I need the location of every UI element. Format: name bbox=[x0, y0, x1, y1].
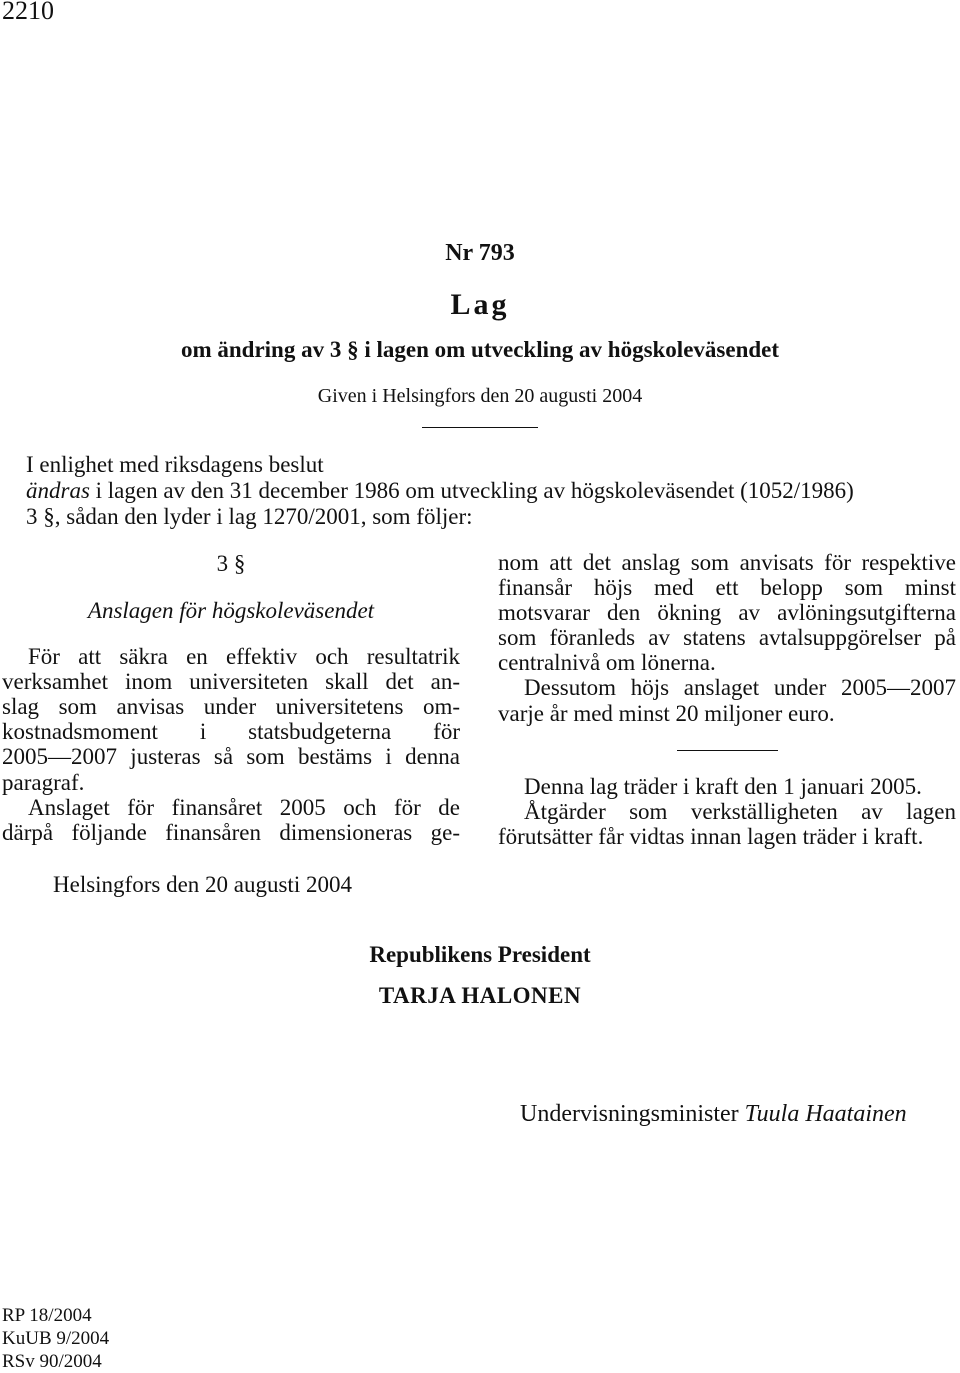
minister-name: Tuula Haatainen bbox=[744, 1101, 907, 1127]
section-number: 3 § bbox=[216, 551, 246, 576]
preamble-line bbox=[26, 478, 854, 504]
divider bbox=[677, 750, 778, 751]
page-number: 2210 bbox=[2, 0, 54, 25]
law-title: om ändring av 3 § i lagen om utveckling av högskoleväsendet bbox=[180, 337, 780, 362]
body-line: paragraf. bbox=[2, 769, 85, 795]
body-line: motsvarar den ökning av avlöningsutgifterna bbox=[498, 600, 956, 626]
minister-signature bbox=[520, 1101, 907, 1128]
amend-verb: ändras bbox=[26, 478, 90, 503]
body-line: slag som anvisas under universitetens om- bbox=[2, 694, 460, 720]
reference-list bbox=[2, 1304, 109, 1373]
body-line: som föranleds av statens avtalsuppgörelser på bbox=[498, 625, 956, 651]
body-line: nom att det anslag som anvisats för respektive bbox=[498, 550, 956, 575]
reference-item: RSv 90/2004 bbox=[2, 1351, 102, 1372]
preamble-line: 3 §, sådan den lyder i lag 1270/2001, som följer: bbox=[26, 504, 473, 529]
body-line: 2005—2007 justeras så som bestäms i denna bbox=[2, 744, 460, 770]
body-line: därpå följande finansåren dimensioneras ge- bbox=[2, 819, 460, 845]
place-date: Helsingfors den 20 augusti 2004 bbox=[53, 872, 352, 897]
entry-into-force-line: förutsätter får vidtas innan lagen träder i kraft. bbox=[498, 823, 924, 849]
right-column bbox=[498, 550, 956, 849]
reference-item: KuUB 9/2004 bbox=[2, 1328, 110, 1349]
body-line: finansår höjs med ett belopp som minst bbox=[498, 575, 956, 601]
body-line: Dessutom höjs anslaget under 2005—2007 bbox=[524, 675, 956, 701]
entry-into-force-line: Denna lag träder i kraft den 1 januari 2005. bbox=[524, 773, 922, 799]
body-line: centralnivå om lönerna. bbox=[498, 650, 716, 676]
body-line: varje år med minst 20 miljoner euro. bbox=[498, 700, 835, 726]
president-title: Republikens President bbox=[369, 942, 591, 967]
entry-into-force-line: Åtgärder som verkställigheten av lagen bbox=[524, 798, 956, 824]
minister-title: Undervisningsminister bbox=[520, 1101, 739, 1127]
preamble-text: i lagen av den 31 december 1986 om utveckling av högskoleväsendet (1052/1986) bbox=[89, 478, 854, 503]
given-date: Given i Helsingfors den 20 augusti 2004 bbox=[317, 385, 643, 407]
preamble-line: I enlighet med riksdagens beslut bbox=[26, 452, 324, 477]
section-heading: Anslagen för högskoleväsendet bbox=[87, 598, 375, 623]
reference-item: RP 18/2004 bbox=[2, 1305, 92, 1326]
body-line: För att säkra en effektiv och resultatrik bbox=[28, 644, 460, 670]
body-line: verksamhet inom universiteten skall det an- bbox=[2, 669, 460, 695]
divider bbox=[422, 427, 538, 428]
body-line: Anslaget för finansåret 2005 och för de bbox=[28, 794, 460, 820]
statute-number: Nr 793 bbox=[445, 240, 515, 266]
left-column bbox=[2, 550, 460, 845]
body-line: kostnadsmoment i statsbudgeterna för bbox=[2, 719, 460, 745]
law-type-heading: Lag bbox=[450, 288, 510, 321]
president-name: TARJA HALONEN bbox=[378, 983, 582, 1008]
preamble bbox=[26, 452, 854, 530]
